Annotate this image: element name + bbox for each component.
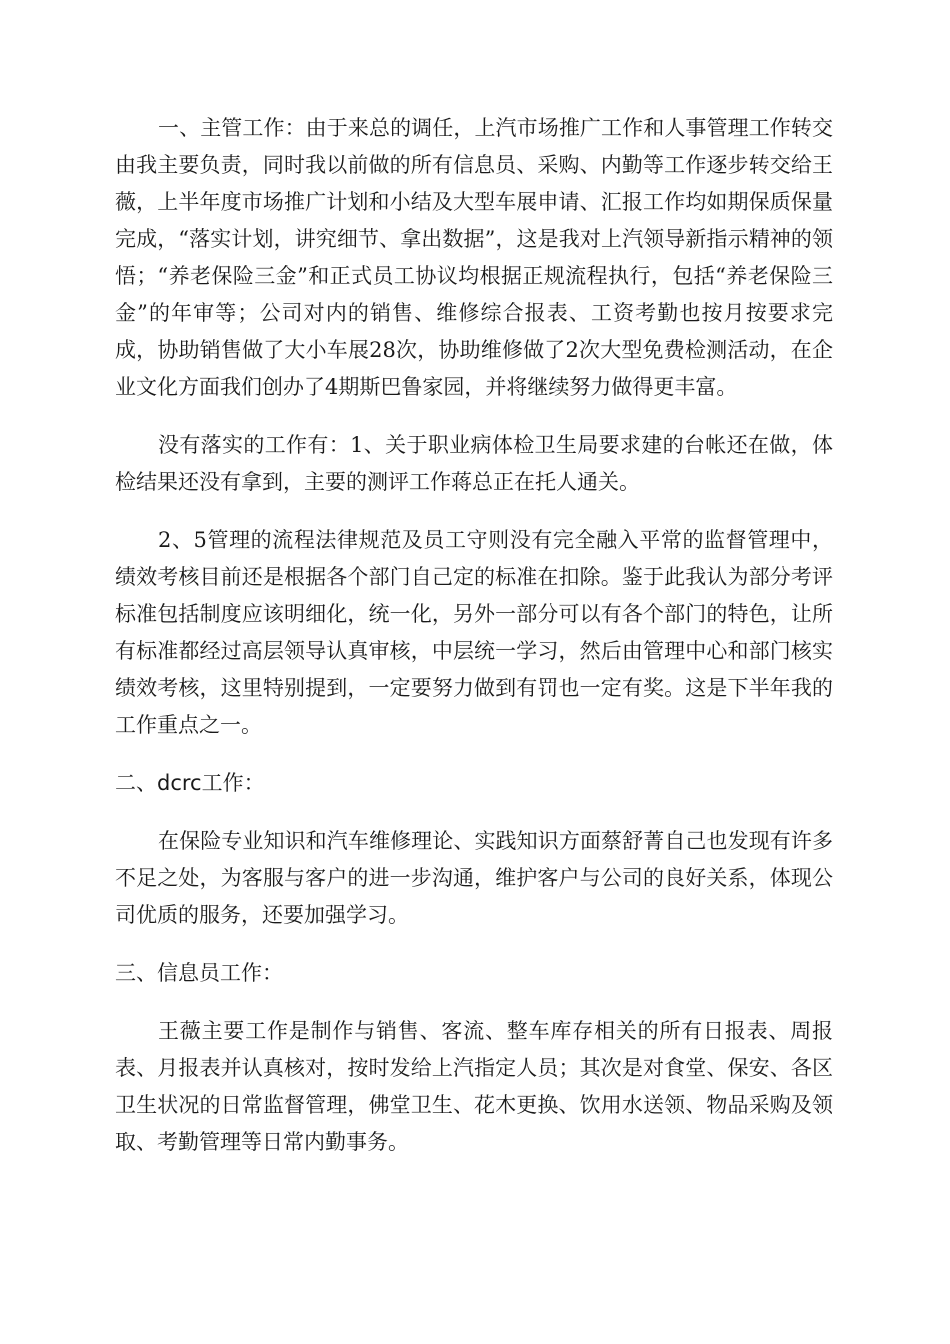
paragraph-dcrc: 在保险专业知识和汽车维修理论、实践知识方面蔡舒菁自己也发现有许多不足之处，为客服与客户的进一步沟通，维护客户与公司的良好关系，体现公司优质的服务，还要加强学习。 <box>115 829 833 927</box>
paragraph-unfinished-work: 没有落实的工作有：1、关于职业病体检卫生局要求建的台帐还在做，体检结果还没有拿到，主要的测评工作蒋总正在托人通关。 <box>115 433 833 494</box>
paragraph-management-process: 2、5管理的流程法律规范及员工守则没有完全融入平常的监督管理中，绩效考核目前还是根据各个部门自己定的标准在扣除。鉴于此我认为部分考评标准包括制度应该明细化，统一化，另外一部分可以有各个部门的特色，让所有标准都经过高层领导认真审核，中层统一学习，然后由管理中心和部门核实绩效考核，这里特别提到，一定要努力做到有罚也一定有奖。这是下半年我的工作重点之一。 <box>115 528 833 737</box>
heading-dcrc-prefix: 二、 <box>115 771 157 795</box>
heading-info-clerk-work: 三、信息员工作： <box>115 961 283 985</box>
paragraph-supervisor-work: 一、主管工作：由于来总的调任，上汽市场推广工作和人事管理工作转交由我主要负责，同时我以前做的所有信息员、采购、内勤等工作逐步转交给王薇，上半年度市场推广计划和小结及大型车展申请、汇报工作均如期保质保量完成，“落实计划，讲究细节、拿出数据”，这是我对上汽领导新指示精神的领悟；“养老保险三金”和正式员工协议均根据正规流程执行，包括“养老保险三金”的年审等；公司对内的销售、维修综合报表、工资考勤也按月按要求完成，协助销售做了大小车展28次，协助维修做了2次大型免费检测活动，在企业文化方面我们创办了4期斯巴鲁家园，并将继续努力做得更丰富。 <box>115 116 833 399</box>
document-page <box>115 110 833 1182</box>
heading-dcrc-work <box>115 765 833 802</box>
heading-dcrc-suffix: 工作： <box>201 771 265 795</box>
paragraph-info-clerk: 王薇主要工作是制作与销售、客流、整车库存相关的所有日报表、周报表、月报表并认真核对，按时发给上汽指定人员；其次是对食堂、保安、各区卫生状况的日常监督管理，佛堂卫生、花木更换、饮用水送领、物品采购及领取、考勤管理等日常内勤事务。 <box>115 1019 833 1154</box>
heading-dcrc-latin: dcrc <box>157 771 202 795</box>
